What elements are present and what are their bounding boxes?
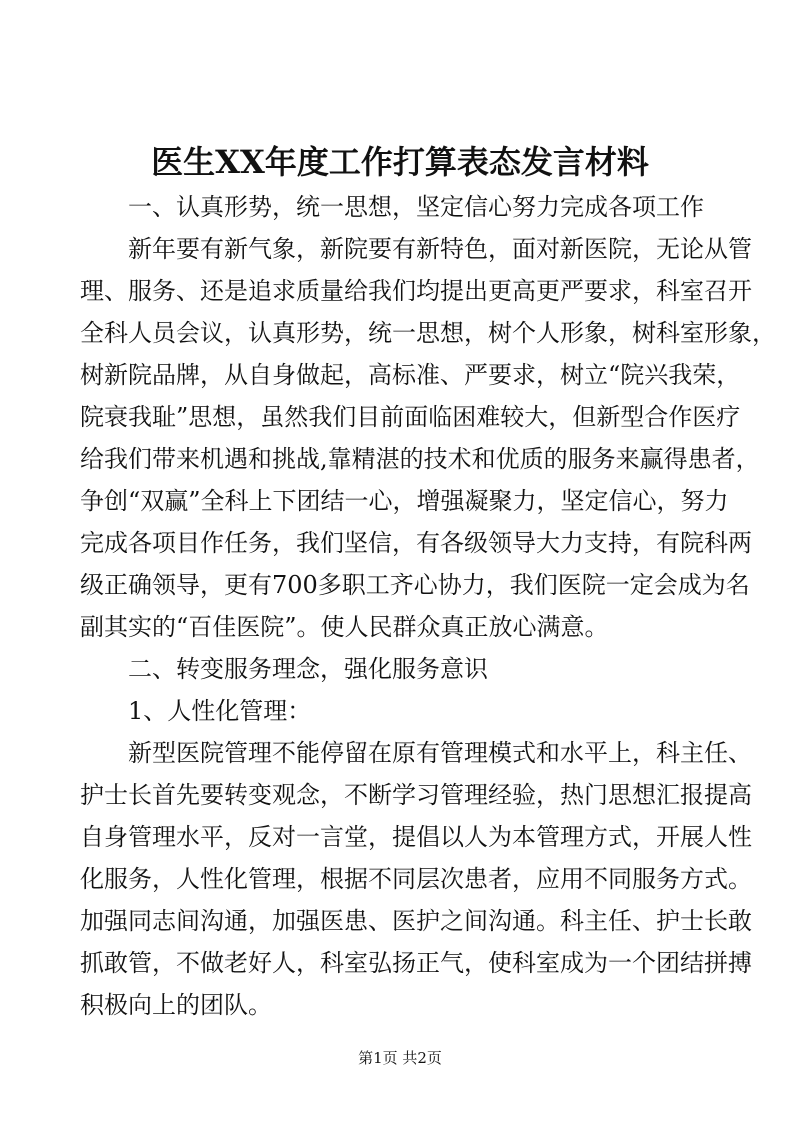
paragraph-line: 理、服务、还是追求质量给我们均提出更高更严要求，科室召开 [80,277,752,305]
paragraph-line: 抓敢管，不做老好人，科室弘扬正气，使科室成为一个团结拼搏 [80,949,752,977]
paragraph-line: 树新院品牌，从自身做起，高标准、严要求，树立“院兴我荣， [80,361,741,389]
paragraph-line: 自身管理水平，反对一言堂，提倡以人为本管理方式，开展人性 [80,823,752,851]
paragraph-line: 院衰我耻”思想，虽然我们目前面临困难较大，但新型合作医疗 [80,403,741,431]
paragraph-line: 积极向上的团队。 [80,991,272,1019]
paragraph-line: 副其实的“百佳医院”。使人民群众真正放心满意。 [80,613,609,641]
paragraph-line: 新型医院管理不能停留在原有管理模式和水平上，科主任、 [128,739,752,767]
paragraph-line: 护士长首先要转变观念，不断学习管理经验，热门思想汇报提高 [80,781,752,809]
subsection-heading: 1、人性化管理： [128,697,312,725]
paragraph-line: 给我们带来机遇和挑战,靠精湛的技术和优质的服务来赢得患者， [80,445,760,473]
page-footer: 第1页 共2页 [358,1049,442,1067]
paragraph-line: 新年要有新气象，新院要有新特色，面对新医院，无论从管 [128,235,752,263]
section-heading: 二、转变服务理念，强化服务意识 [128,655,488,683]
section-heading: 一、认真形势，统一思想，坚定信心努力完成各项工作 [128,193,704,221]
paragraph-line: 完成各项目作任务，我们坚信，有各级领导大力支持，有院科两 [80,529,752,557]
paragraph-line: 化服务，人性化管理，根据不同层次患者，应用不同服务方式。 [80,865,752,893]
document-title: 医生XX年度工作打算表态发言材料 [151,143,649,181]
document-body [80,186,776,1026]
paragraph-line: 加强同志间沟通，加强医患、医护之间沟通。科主任、护士长敢 [80,907,752,935]
paragraph-line: 级正确领导，更有700多职工齐心协力，我们医院一定会成为名 [80,571,750,599]
paragraph-line: 全科人员会议，认真形势，统一思想，树个人形象，树科室形象， [80,319,776,347]
paragraph-line: 争创“双赢”全科上下团结一心，增强凝聚力，坚定信心，努力 [80,487,729,515]
